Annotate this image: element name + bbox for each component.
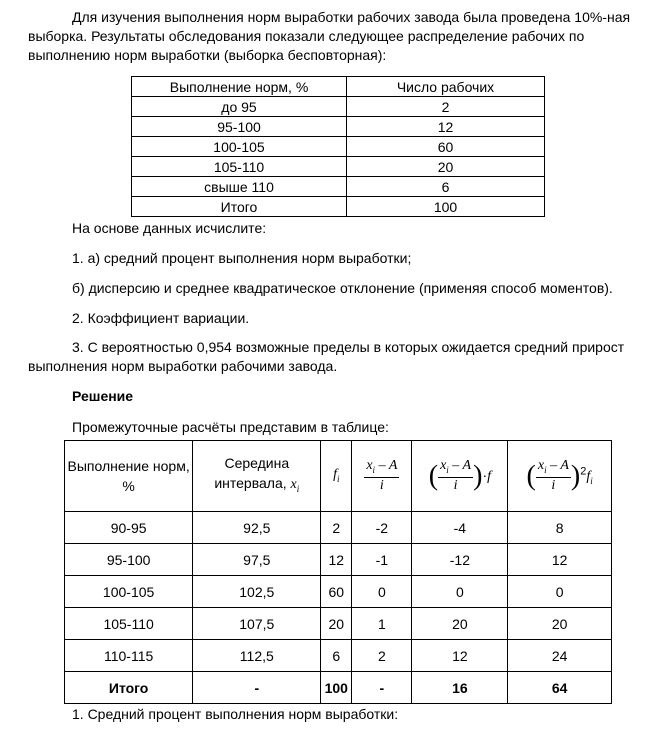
cell: -2 bbox=[352, 512, 412, 544]
table-row bbox=[65, 608, 612, 640]
task-intro: На основе данных исчислите: bbox=[72, 220, 267, 236]
cell: 105-110 bbox=[65, 608, 193, 640]
table-row bbox=[132, 177, 545, 197]
cell-workers: 20 bbox=[347, 157, 545, 177]
table-row bbox=[132, 97, 545, 117]
cell: 16 bbox=[412, 672, 508, 704]
cell: - bbox=[352, 672, 412, 704]
header-frequency: $f_i$ bbox=[321, 441, 352, 512]
task-2: 2. Коэффициент вариации. bbox=[72, 310, 250, 326]
cell: 0 bbox=[412, 576, 508, 608]
task-1a: 1. а) средний процент выполнения норм выработки; bbox=[72, 250, 412, 266]
table-row bbox=[132, 137, 545, 157]
solution-intro: Промежуточные расчёты представим в таблице: bbox=[72, 419, 389, 435]
table-header-row bbox=[65, 441, 612, 512]
cell: 24 bbox=[508, 640, 612, 672]
table-total-row bbox=[65, 672, 612, 704]
header-deviation-times-f: ( $\frac{x_i - A}{i}$ )·f bbox=[412, 441, 508, 512]
workers-distribution-table bbox=[131, 76, 545, 217]
cell-workers: 6 bbox=[347, 177, 545, 197]
cell: 90-95 bbox=[65, 512, 193, 544]
table-row bbox=[65, 512, 612, 544]
cell-workers: 12 bbox=[347, 117, 545, 137]
cell-norm: 100-105 bbox=[132, 137, 347, 157]
cell: 2 bbox=[352, 640, 412, 672]
task-1b: б) дисперсию и среднее квадратическое отклонение (применяя способ моментов). bbox=[72, 280, 613, 296]
table-row bbox=[132, 197, 545, 217]
table-header-row bbox=[132, 77, 545, 97]
cell: 20 bbox=[508, 608, 612, 640]
cell: 6 bbox=[321, 640, 352, 672]
cell-norm: 95-100 bbox=[132, 117, 347, 137]
table-row bbox=[132, 157, 545, 177]
header-deviation: $\frac{x_i - A}{i}$ bbox=[352, 441, 412, 512]
header-squared-deviation-times-f: ( $\frac{x_i - A}{i}$ )$^2f_i$ bbox=[508, 441, 612, 512]
cell: 107,5 bbox=[193, 608, 321, 640]
cell: 100-105 bbox=[65, 576, 193, 608]
cell: 2 bbox=[321, 512, 352, 544]
header-workers: Число рабочих bbox=[347, 77, 545, 97]
cell: 20 bbox=[321, 608, 352, 640]
cell: 12 bbox=[508, 544, 612, 576]
header-norm: Выполнение норм, % bbox=[132, 77, 347, 97]
cell: -4 bbox=[412, 512, 508, 544]
cell: 102,5 bbox=[193, 576, 321, 608]
cell: -1 bbox=[352, 544, 412, 576]
cell-norm: Итого bbox=[132, 197, 347, 217]
task-3: 3. С вероятностью 0,954 возможные пределы в которых ожидается средний прирост выполнения норм выработки рабочими завода. bbox=[28, 339, 625, 374]
cell-workers: 100 bbox=[347, 197, 545, 217]
cell: -12 bbox=[412, 544, 508, 576]
cell: 64 bbox=[508, 672, 612, 704]
cell: 8 bbox=[508, 512, 612, 544]
cell: 20 bbox=[412, 608, 508, 640]
table-row bbox=[132, 117, 545, 137]
header-midpoint: Середина интервала, $x_i$ bbox=[193, 441, 321, 512]
step-1-heading: 1. Средний процент выполнения норм выработки: bbox=[72, 706, 399, 722]
cell: 0 bbox=[508, 576, 612, 608]
table-row bbox=[65, 544, 612, 576]
cell: 92,5 bbox=[193, 512, 321, 544]
cell-norm: 105-110 bbox=[132, 157, 347, 177]
cell-norm: до 95 bbox=[132, 97, 347, 117]
cell: 95-100 bbox=[65, 544, 193, 576]
solution-title: Решение bbox=[72, 388, 134, 404]
cell: - bbox=[193, 672, 321, 704]
cell: 60 bbox=[321, 576, 352, 608]
table-row bbox=[65, 640, 612, 672]
cell: 1 bbox=[352, 608, 412, 640]
calculation-table bbox=[64, 440, 612, 704]
cell: 100 bbox=[321, 672, 352, 704]
cell: 12 bbox=[321, 544, 352, 576]
cell: 12 bbox=[412, 640, 508, 672]
cell: 110-115 bbox=[65, 640, 193, 672]
intro-paragraph: Для изучения выполнения норм выработки рабочих завода была проведена 10%-ная выборка. Результаты обследования показали следующее распределение рабочих по выполнению норм выработки (выборка бесповторная): bbox=[28, 9, 631, 63]
table-row bbox=[65, 576, 612, 608]
cell-workers: 2 bbox=[347, 97, 545, 117]
cell: 0 bbox=[352, 576, 412, 608]
cell: Итого bbox=[65, 672, 193, 704]
cell-norm: свыше 110 bbox=[132, 177, 347, 197]
cell: 97,5 bbox=[193, 544, 321, 576]
cell: 112,5 bbox=[193, 640, 321, 672]
cell-workers: 60 bbox=[347, 137, 545, 157]
header-norm: Выполнение норм, % bbox=[65, 441, 193, 512]
